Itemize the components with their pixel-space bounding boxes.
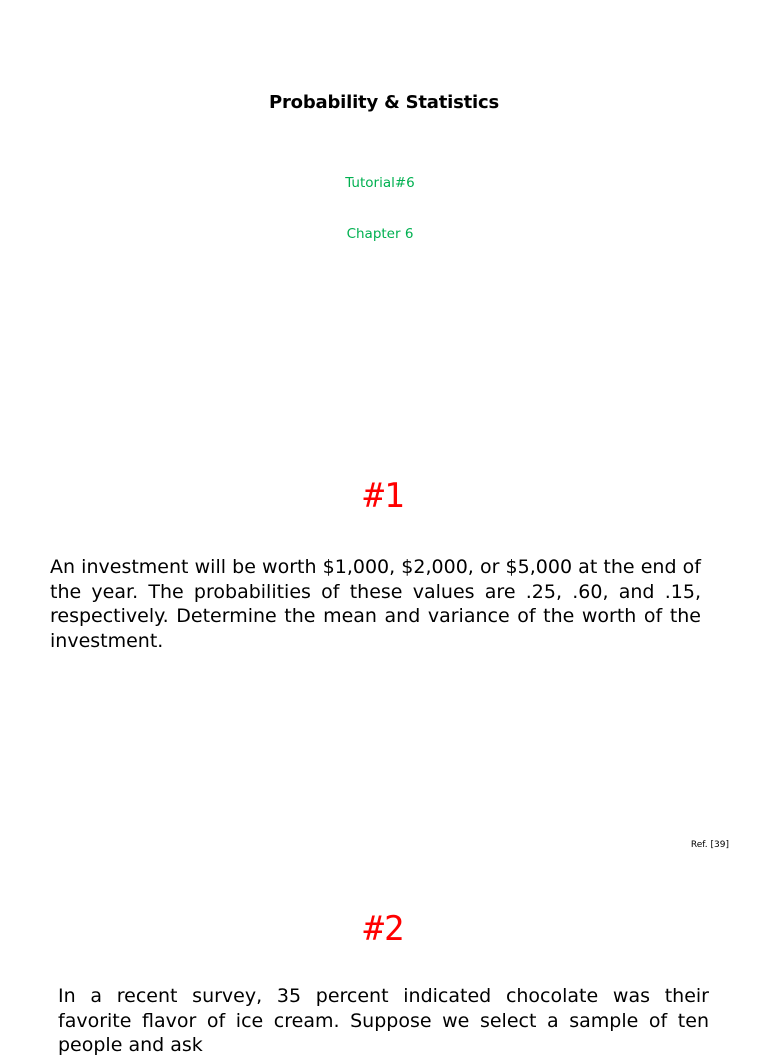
chapter-label: Chapter 6: [346, 226, 414, 242]
problem-1-number: #1: [363, 476, 405, 516]
problem-1-text: An investment will be worth $1,000, $2,000, or $5,000 at the end of the year. The probabilities of these values are .25, .60, and .15, respectively. Determine the mean and variance of the worth of the investment.: [50, 556, 701, 652]
problem-1-reference: Ref. [39]: [690, 840, 729, 850]
tutorial-label: Tutorial#6: [345, 175, 415, 191]
problem-2-text: In a recent survey, 35 percent indicated chocolate was their favorite flavor of ice cream. Suppose we select a sample of ten people and ask: [58, 985, 709, 1056]
problem-2-number: #2: [363, 909, 405, 949]
document-title: Probability & Statistics: [269, 92, 499, 113]
